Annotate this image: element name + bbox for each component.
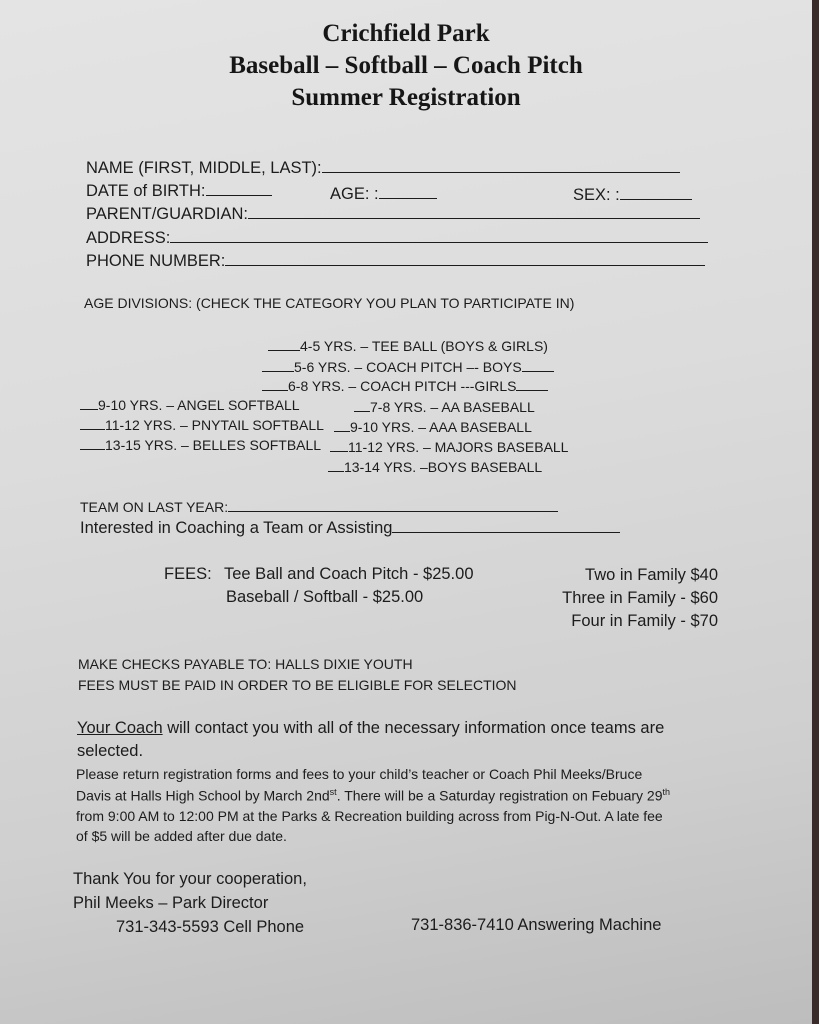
coaching-blank[interactable] (392, 518, 620, 533)
cell-phone: 731-343-5593 Cell Phone (116, 918, 305, 936)
tee-ball-checkbox[interactable] (268, 336, 300, 351)
page-edge (812, 0, 819, 1024)
division-angel (80, 395, 300, 413)
coach-contact-line2: selected. (77, 742, 144, 760)
coach-boys-trailing-blank (522, 357, 554, 372)
name-blank[interactable] (322, 158, 680, 173)
coach-girls-checkbox[interactable] (262, 376, 288, 391)
coach-girls-trailing-blank (516, 376, 548, 391)
return-line3: from 9:00 AM to 12:00 PM at the Parks & Recreation building across from Pig-N-Out. A late fee (76, 808, 663, 824)
division-pnytail (80, 415, 324, 433)
pnytail-label: 11-12 YRS. – PNYTAIL SOFTBALL (105, 417, 324, 433)
division-boys-baseball (328, 457, 542, 475)
angel-checkbox[interactable] (80, 395, 98, 410)
address-field (86, 228, 708, 248)
return-line2a: Davis at Halls High School by March 2nd (76, 787, 330, 804)
aa-checkbox[interactable] (354, 397, 370, 412)
belles-checkbox[interactable] (80, 435, 105, 450)
tee-ball-label: 4-5 YRS. – TEE BALL (BOYS & GIRLS) (300, 338, 548, 354)
fees-label: FEES: (164, 565, 212, 583)
name-field (86, 158, 680, 178)
majors-checkbox[interactable] (330, 437, 348, 452)
coach-contact-line (77, 719, 664, 738)
fee-tee-ball: Tee Ball and Coach Pitch - $25.00 (224, 565, 474, 583)
parent-label: PARENT/GUARDIAN: (86, 205, 248, 223)
thank-you: Thank You for your cooperation, (73, 870, 307, 888)
return-line1: Please return registration forms and fees to your child’s teacher or Coach Phil Meeks/Bruce (76, 766, 643, 782)
sex-blank[interactable] (620, 185, 692, 200)
division-coach-boys (262, 357, 554, 375)
team-last-year-blank[interactable] (228, 497, 558, 512)
checks-payable: MAKE CHECKS PAYABLE TO: HALLS DIXIE YOUTH (78, 656, 413, 672)
th-superscript: th (662, 787, 671, 797)
sex-field (573, 185, 692, 205)
age-blank[interactable] (379, 184, 437, 199)
fees-required: FEES MUST BE PAID IN ORDER TO BE ELIGIBLE FOR SELECTION (78, 677, 517, 693)
phone-label: PHONE NUMBER: (86, 252, 226, 270)
dob-field (86, 181, 272, 201)
division-majors (330, 437, 568, 455)
phone-field (86, 251, 705, 271)
answering-machine: 731-836-7410 Answering Machine (411, 916, 662, 934)
return-line2b: . There will be a Saturday registration on Febuary 29 (336, 787, 663, 804)
age-field (330, 184, 437, 204)
division-aaa (334, 417, 532, 435)
team-last-year-label: TEAM ON LAST YEAR: (80, 499, 229, 515)
name-label: NAME (FIRST, MIDDLE, LAST): (86, 159, 322, 177)
division-tee-ball (268, 336, 548, 354)
your-coach-text: Your Coach (77, 719, 163, 737)
dob-label: DATE of BIRTH: (86, 182, 206, 200)
pnytail-checkbox[interactable] (80, 415, 105, 430)
director-signature: Phil Meeks – Park Director (73, 894, 269, 912)
sex-label: SEX: : (573, 186, 620, 204)
address-label: ADDRESS: (86, 229, 171, 247)
aa-label: 7-8 YRS. – AA BASEBALL (370, 399, 535, 415)
sports-title: Baseball – Softball – Coach Pitch (229, 52, 583, 79)
division-aa (354, 397, 535, 415)
coach-boys-checkbox[interactable] (262, 357, 294, 372)
age-label: AGE: : (330, 185, 379, 203)
aaa-label: 9-10 YRS. – AAA BASEBALL (350, 419, 532, 435)
coach-girls-label: 6-8 YRS. – COACH PITCH ---GIRLS (288, 378, 517, 394)
return-line2 (76, 787, 670, 804)
aaa-checkbox[interactable] (334, 417, 350, 432)
majors-label: 11-12 YRS. – MAJORS BASEBALL (348, 439, 569, 455)
park-title: Crichfield Park (322, 20, 490, 47)
coach-boys-label: 5-6 YRS. – COACH PITCH –- BOYS (294, 359, 522, 375)
parent-blank[interactable] (248, 204, 700, 219)
parent-field (86, 204, 700, 224)
fee-baseball: Baseball / Softball - $25.00 (226, 588, 424, 606)
angel-label: 9-10 YRS. – ANGEL SOFTBALL (98, 397, 300, 413)
dob-blank[interactable] (206, 181, 272, 196)
divisions-heading: AGE DIVISIONS: (CHECK THE CATEGORY YOU PLAN TO PARTICIPATE IN) (84, 295, 575, 311)
belles-label: 13-15 YRS. – BELLES SOFTBALL (105, 437, 322, 453)
fee-two-in-family: Two in Family $40 (585, 566, 718, 584)
coach-contact-text: will contact you with all of the necessary information once teams are (162, 719, 665, 737)
division-coach-girls (262, 376, 548, 394)
coaching-field (80, 518, 620, 538)
coaching-label: Interested in Coaching a Team or Assisting (80, 519, 393, 537)
boys-baseball-label: 13-14 YRS. –BOYS BASEBALL (344, 459, 543, 475)
registration-title: Summer Registration (291, 84, 521, 111)
fee-three-in-family: Three in Family - $60 (562, 589, 718, 607)
division-belles (80, 435, 321, 453)
phone-blank[interactable] (225, 251, 705, 266)
address-blank[interactable] (170, 228, 708, 243)
boys-baseball-checkbox[interactable] (328, 457, 344, 472)
st-superscript: st (329, 787, 337, 797)
fee-four-in-family: Four in Family - $70 (571, 612, 718, 630)
team-last-year-field (80, 497, 558, 515)
return-line4: of $5 will be added after due date. (76, 828, 287, 844)
